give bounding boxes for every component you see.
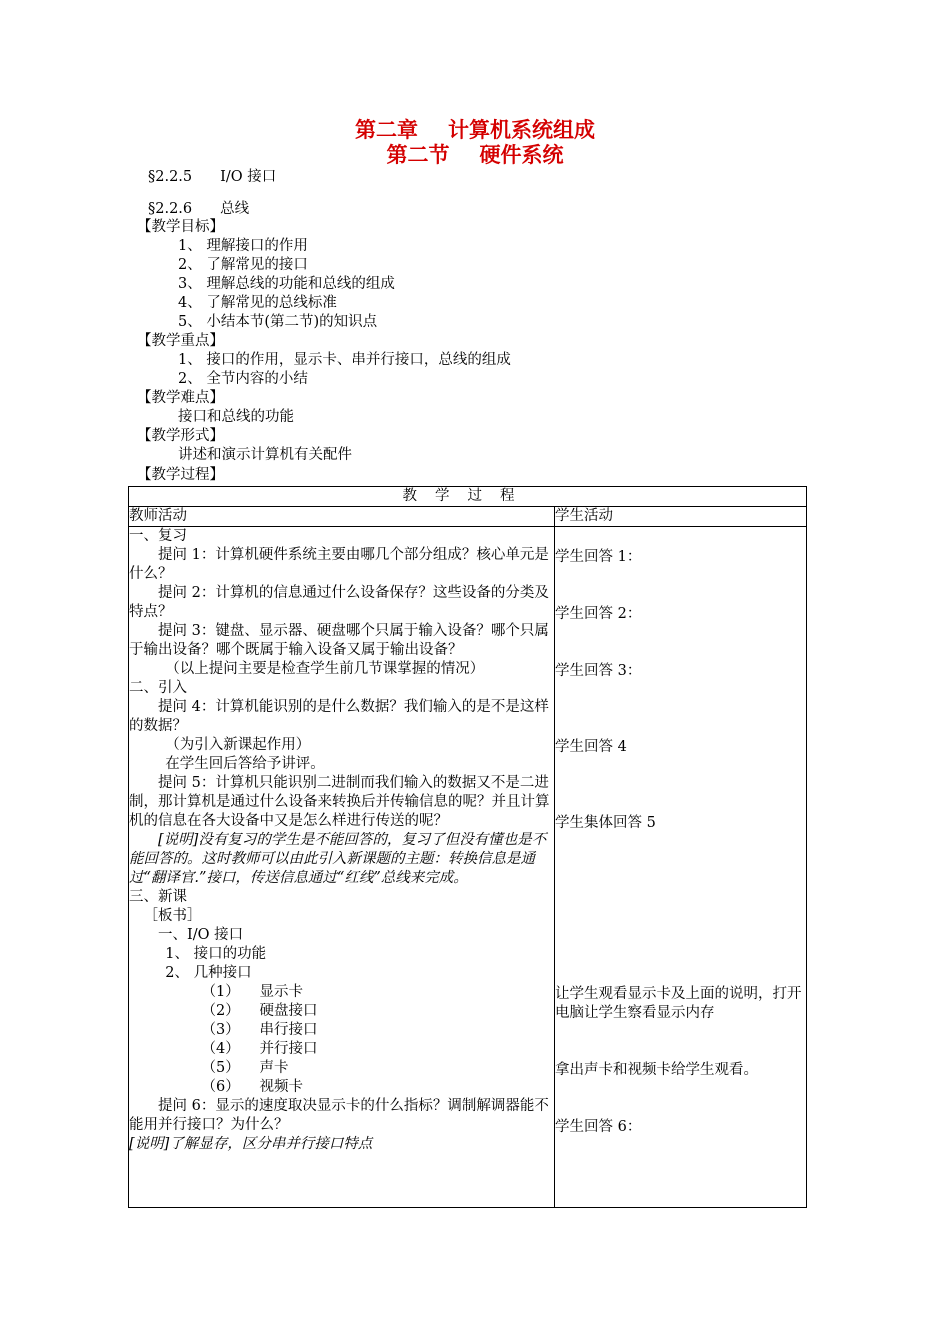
board-item-function: 1、 接口的功能 <box>165 946 267 962</box>
table-title: 教学过程 <box>129 487 807 507</box>
interface-item: （3） 串行接口 <box>201 1022 318 1038</box>
question-3: 提问 3：键盘、显示器、硬盘哪个只属于输入设备？哪个只属于输出设备？哪个既属于输入设备又属于输出设备？ <box>129 623 549 658</box>
goal-item: 3、 理解总线的功能和总线的组成 <box>178 276 395 292</box>
form-text: 讲述和演示计算机有关配件 <box>178 447 352 463</box>
teacher-activity-cell <box>129 527 555 1208</box>
student-answer-1: 学生回答 1： <box>555 549 642 565</box>
interface-item: （6） 视频卡 <box>201 1079 303 1095</box>
board-io-interface: 一、I/O 接口 <box>158 927 244 943</box>
chapter-name: 计算机系统组成 <box>448 118 595 142</box>
student-observe-sound-video: 拿出声卡和视频卡给学生观看。 <box>555 1062 758 1078</box>
goal-item: 4、 了解常见的总线标准 <box>178 295 337 311</box>
col-header-teacher: 教师活动 <box>129 507 555 527</box>
question-6: 提问 6：显示的速度取决显示卡的什么指标？调制解调器能不能用并行接口？为什么？ <box>129 1098 549 1133</box>
key-points-heading: 【教学重点】 <box>137 333 224 349</box>
interface-item: （1） 显示卡 <box>201 984 303 1000</box>
chapter-title <box>0 118 950 142</box>
board-label: ［板书］ <box>143 908 202 924</box>
goal-item: 1、 理解接口的作用 <box>178 238 308 254</box>
topic-2: §2.2.6 总线 <box>148 201 250 217</box>
student-observe-card: 让学生观看显示卡及上面的说明，打开电脑让学生察看显示内存 <box>555 986 802 1021</box>
student-answer-6: 学生回答 6： <box>555 1119 642 1135</box>
intro-comment: 在学生回后答给予讲评。 <box>165 756 325 772</box>
section-name: 硬件系统 <box>479 143 564 167</box>
key-point-item: 2、 全节内容的小结 <box>178 371 308 387</box>
question-4: 提问 4：计算机能识别的是什么数据？我们输入的是不是这样的数据？ <box>129 699 549 734</box>
section-new-lesson: 三、新课 <box>129 889 187 905</box>
student-answer-5: 学生集体回答 5 <box>555 815 656 831</box>
difficulties-heading: 【教学难点】 <box>137 390 224 406</box>
explanation-note-1: [说明]没有复习的学生是不能回答的，复习了但没有懂也是不能回答的。这时教师可以由此引入新课题的主题：转换信息是通过“翻译官.”接口，传送信息通过“红线”总线来完成。 <box>129 832 547 886</box>
board-item-types: 2、 几种接口 <box>165 965 252 981</box>
section-label: 第二节 <box>386 143 450 167</box>
question-2: 提问 2：计算机的信息通过什么设备保存？这些设备的分类及特点？ <box>129 585 549 620</box>
review-note: （以上提问主要是检查学生前几节课掌握的情况） <box>165 661 485 677</box>
intro-note: （为引入新课起作用） <box>165 737 311 753</box>
interface-item: （2） 硬盘接口 <box>201 1003 318 1019</box>
process-heading: 【教学过程】 <box>137 467 224 483</box>
interface-item: （4） 并行接口 <box>201 1041 318 1057</box>
student-answer-3: 学生回答 3： <box>555 663 642 679</box>
section-intro: 二、引入 <box>129 680 187 696</box>
student-activity-cell <box>555 527 807 1208</box>
chapter-label: 第二章 <box>355 118 418 142</box>
difficulties-text: 接口和总线的功能 <box>178 409 294 425</box>
key-point-item: 1、 接口的作用，显示卡、串并行接口，总线的组成 <box>178 352 511 368</box>
question-5: 提问 5：计算机只能识别二进制而我们输入的数据又不是二进制，那计算机是通过什么设备来转换后并传输信息的呢？并且计算机的信息在各大设备中又是怎么样进行传送的呢？ <box>129 775 550 829</box>
goals-heading: 【教学目标】 <box>137 219 224 235</box>
section-review: 一、复习 <box>129 528 187 544</box>
student-answer-4: 学生回答 4 <box>555 739 627 755</box>
section-title <box>0 143 950 167</box>
teaching-process-table <box>128 486 807 1208</box>
question-1: 提问 1：计算机硬件系统主要由哪几个部分组成？核心单元是什么？ <box>129 547 549 582</box>
explanation-note-2: [说明]了解显存，区分串并行接口特点 <box>129 1136 373 1152</box>
student-answer-2: 学生回答 2： <box>555 606 642 622</box>
interface-item: （5） 声卡 <box>201 1060 289 1076</box>
goal-item: 5、 小结本节(第二节)的知识点 <box>178 314 378 330</box>
topic-1: §2.2.5 I/O 接口 <box>148 169 277 185</box>
col-header-student: 学生活动 <box>555 507 807 527</box>
goal-item: 2、 了解常见的接口 <box>178 257 308 273</box>
form-heading: 【教学形式】 <box>137 428 224 444</box>
